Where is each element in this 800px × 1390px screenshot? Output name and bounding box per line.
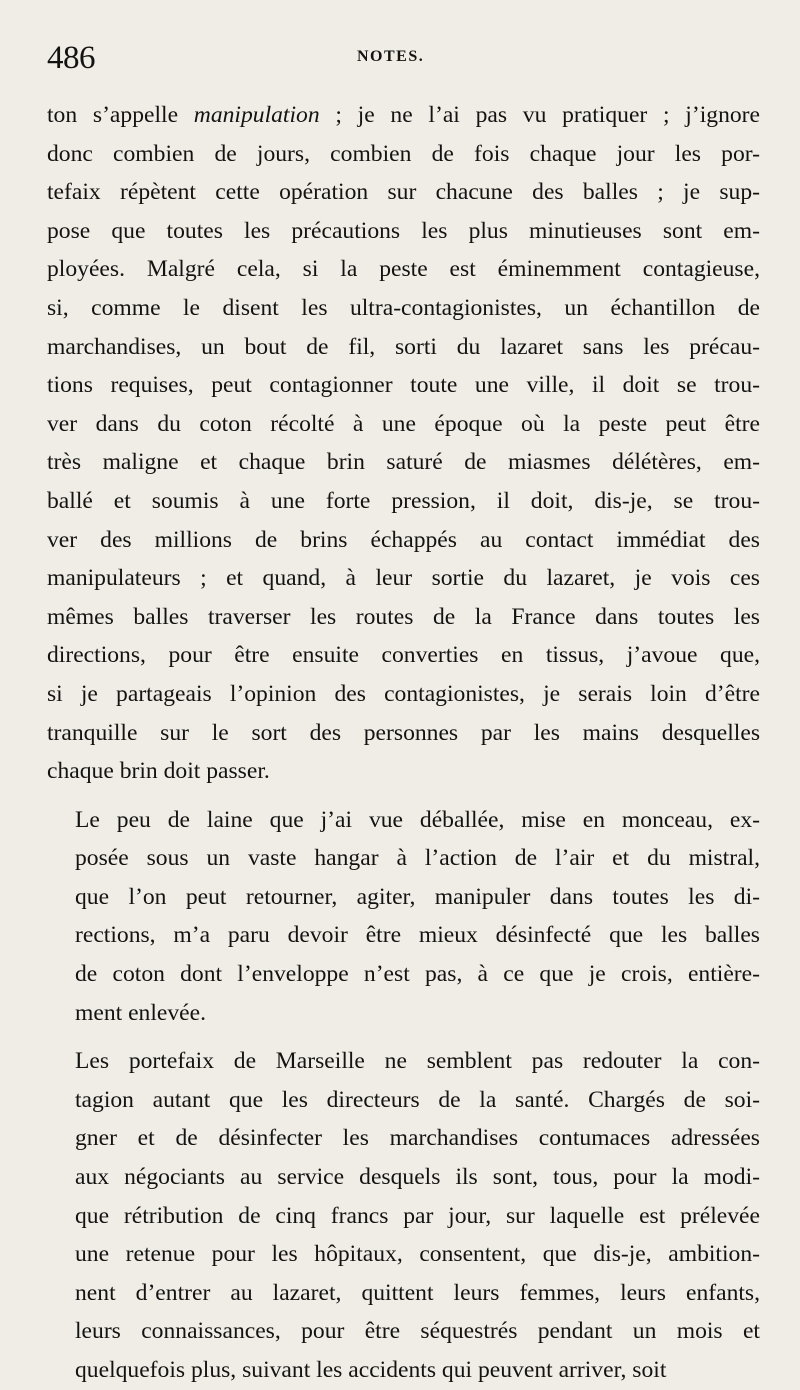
paragraph [47,801,760,1033]
text-line: très maligne et chaque brin saturé de miasmes délétères, em- [47,449,760,476]
text-line: rections, m’a paru devoir être mieux désinfecté que les balles [75,922,760,949]
text-line: pose que toutes les précautions les plus minutieuses sont em- [47,217,760,244]
text-line: ployées. Malgré cela, si la peste est éminemment contagieuse, [47,256,760,283]
text-line: Le peu de laine que j’ai vue déballée, mise en monceau, ex- [75,806,760,833]
text-line: que l’on peut retourner, agiter, manipuler dans toutes les di- [75,883,760,910]
body-text [47,96,760,1390]
text-line: une retenue pour les hôpitaux, consentent, que dis-je, ambition- [75,1241,760,1268]
text-line: gner et de désinfecter les marchandises contumaces adressées [75,1125,760,1152]
text-line: si, comme le disent les ultra-contagionistes, un échantillon de [47,294,760,321]
running-head [47,38,760,96]
text-line: tefaix répètent cette opération sur chacune des balles ; je sup- [47,179,760,206]
text-line: si je partageais l’opinion des contagionistes, je serais loin d’être [47,680,760,707]
text-line: chaque brin doit passer. [47,758,270,785]
text-line: ver des millions de brins échappés au contact immédiat des [47,526,760,553]
text-line: aux négociants au service desquels ils sont, tous, pour la modi- [75,1164,760,1191]
paragraph [47,96,760,791]
text-line: nent d’entrer au lazaret, quittent leurs femmes, leurs enfants, [75,1279,760,1306]
page-number: 486 [47,40,95,76]
text-line: que rétribution de cinq francs par jour, sur laquelle est prélevée [75,1202,760,1229]
text-line: ver dans du coton récolté à une époque où la peste peut être [47,410,760,437]
text-line: tagion autant que les directeurs de la santé. Chargés de soi- [75,1086,760,1113]
text-line: manipulateurs ; et quand, à leur sortie du lazaret, je vois ces [47,565,760,592]
running-title: NOTES. [357,48,425,65]
text-line: mêmes balles traverser les routes de la France dans toutes les [47,603,760,630]
text-line: tranquille sur le sort des personnes par les mains desquelles [47,719,760,746]
text-line: donc combien de jours, combien de fois chaque jour les por- [47,140,760,167]
text-line: Les portefaix de Marseille ne semblent pas redouter la con- [75,1048,760,1075]
text-line: quelquefois plus, suivant les accidents qui peuvent arriver, soit [75,1357,667,1383]
text-line: ton s’appelle manipulation ; je ne l’ai pas vu pratiquer ; j’ignore [47,102,760,128]
text-line: tions requises, peut contagionner toute une ville, il doit se trou- [47,372,760,399]
text-line: marchandises, un bout de fil, sorti du lazaret sans les précau- [47,333,760,360]
text-line: leurs connaissances, pour être séquestrés pendant un mois et [75,1318,760,1345]
text-line: directions, pour être ensuite converties en tissus, j’avoue que, [47,642,760,669]
emphasized-word: manipulation [193,102,320,128]
text-line: ballé et soumis à une forte pression, il doit, dis-je, se trou- [47,487,760,514]
text-line: ment enlevée. [75,999,207,1026]
text-line: de coton dont l’enveloppe n’est pas, à ce que je crois, entière- [75,961,760,988]
paragraph [47,1042,760,1389]
text-line: posée sous un vaste hangar à l’action de l’air et du mistral, [75,845,760,872]
